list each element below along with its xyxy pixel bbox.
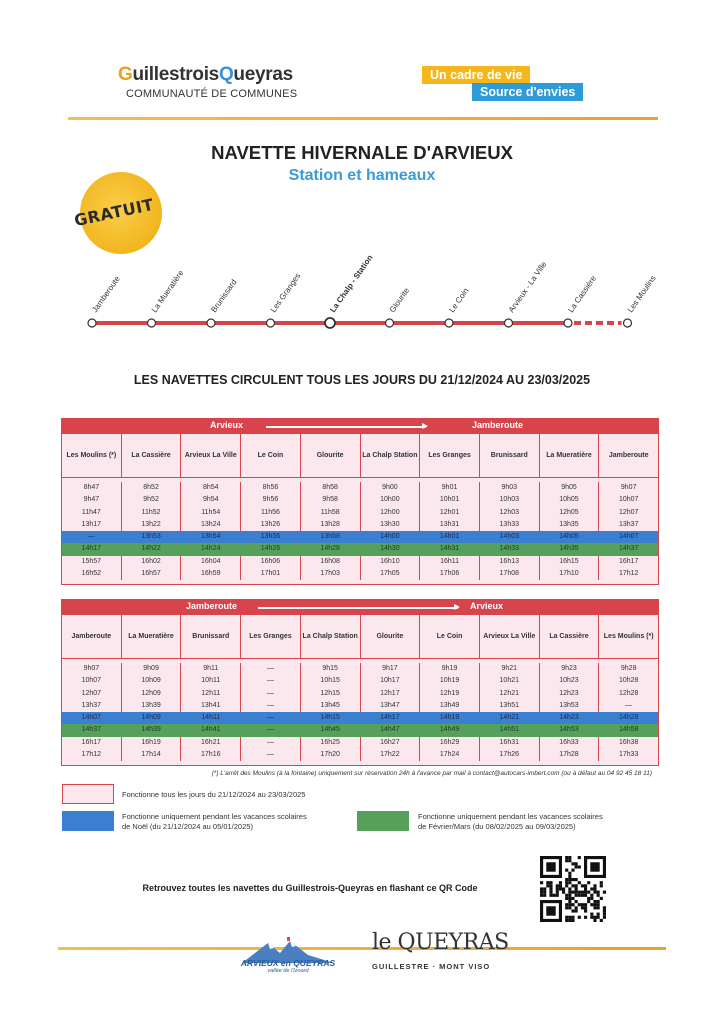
footnote: (*) L'arrêt des Moulins (à la fontaine) uniquement sur réservation 24h à l'avance par mail à contact@autocars-imbert.com (ou à défaut au 04 92 45 18 11) xyxy=(211,770,652,777)
time-cell: 9h07 xyxy=(83,665,100,672)
time-cell: 12h05 xyxy=(539,507,599,519)
route-stop-marker xyxy=(624,319,632,327)
time-cell: 13h54 xyxy=(180,531,240,543)
time-cell: 14h21 xyxy=(479,712,539,724)
time-cell: 8h56 xyxy=(240,482,300,494)
time-cell: 14h49 xyxy=(419,724,479,736)
table-row xyxy=(62,724,658,736)
time-cell: 9h01 xyxy=(419,482,479,494)
time-cell: 12h03 xyxy=(479,507,539,519)
table-row xyxy=(62,482,658,494)
arvieux-logo-subtitle: vallée de l'Izoard xyxy=(267,968,309,974)
time-cell: 13h31 xyxy=(419,519,479,531)
table-row xyxy=(62,749,658,761)
route-stop-marker xyxy=(505,319,513,327)
time-cell: 14h45 xyxy=(300,724,360,736)
time-cell: 16h38 xyxy=(598,737,658,749)
legend-swatch-all-days xyxy=(62,784,114,804)
time-cell: 16h11 xyxy=(419,556,479,568)
column-header: Glourite xyxy=(300,434,360,477)
column-header: Glourite xyxy=(360,615,420,658)
time-cell: — xyxy=(87,533,95,541)
time-cell: — xyxy=(240,712,300,724)
column-header: Les Moulins (*) xyxy=(598,615,658,658)
direction-to: Jamberoute xyxy=(472,420,524,430)
column-header: La Cassière xyxy=(539,615,599,658)
gratuit-badge-label: GRATUIT xyxy=(72,194,156,231)
table-columns xyxy=(62,434,658,478)
queyras-logo: le QUEYRAS xyxy=(372,930,509,955)
page-subtitle: Station et hameaux xyxy=(288,167,436,184)
time-cell: 13h33 xyxy=(479,519,539,531)
time-cell: 12h17 xyxy=(360,688,420,700)
time-cell: 17h20 xyxy=(300,749,360,761)
route-stop-marker xyxy=(445,319,453,327)
time-cell: 13h30 xyxy=(360,519,420,531)
direction-from: Jamberoute xyxy=(186,601,238,611)
time-cell: 11h58 xyxy=(300,507,360,519)
time-cell: 14h53 xyxy=(539,724,599,736)
time-cell: 17h03 xyxy=(300,568,360,580)
time-cell: 12h00 xyxy=(360,507,420,519)
time-cell: — xyxy=(240,724,300,736)
column-header: Jamberoute xyxy=(71,632,112,640)
logo-subtitle: COMMUNAUTÉ DE COMMUNES xyxy=(126,88,298,100)
time-cell: 13h51 xyxy=(479,700,539,712)
table-row xyxy=(62,543,658,555)
route-stop-label: Les Granges xyxy=(268,271,303,315)
time-cell: 13h41 xyxy=(180,700,240,712)
time-cell: 14h39 xyxy=(121,724,181,736)
direction-arrow-icon xyxy=(258,607,458,609)
time-cell: 16h21 xyxy=(180,737,240,749)
legend-noel: Fonctionne uniquement pendant les vacances scolaires de Noël (du 21/12/2024 au 05/01/2025) xyxy=(122,812,307,831)
time-cell: 9h54 xyxy=(180,494,240,506)
time-cell: 9h23 xyxy=(539,663,599,675)
route-stop-marker xyxy=(267,319,275,327)
time-cell: 8h54 xyxy=(180,482,240,494)
time-cell: 16h57 xyxy=(121,568,181,580)
time-cell: 13h22 xyxy=(121,519,181,531)
column-header: Jamberoute xyxy=(598,434,658,477)
route-stop-label: Glourite xyxy=(387,286,412,315)
table-columns xyxy=(62,615,658,659)
route-stop-label: Brunissard xyxy=(209,277,239,315)
time-cell: 14h37 xyxy=(81,726,102,734)
queyras-logo-subtitle: GUILLESTRE · MONT VISO xyxy=(372,962,491,971)
time-cell: 17h16 xyxy=(180,749,240,761)
route-diagram xyxy=(0,0,724,360)
time-cell: 16h10 xyxy=(360,556,420,568)
legend-fevrier: Fonctionne uniquement pendant les vacances scolaires de Février/Mars (du 08/02/2025 au 09/03/2025) xyxy=(418,812,603,831)
time-cell: 13h47 xyxy=(360,700,420,712)
route-stop-label: Les Moulins xyxy=(625,274,658,315)
time-cell: 14h01 xyxy=(419,531,479,543)
time-cell: 16h06 xyxy=(240,556,300,568)
time-cell: 13h45 xyxy=(300,700,360,712)
column-header: La Mueratière xyxy=(539,434,599,477)
column-header: Brunissard xyxy=(180,615,240,658)
time-cell: — xyxy=(240,663,300,675)
table-body xyxy=(62,659,658,765)
time-cell: 17h14 xyxy=(121,749,181,761)
time-cell: 14h33 xyxy=(479,543,539,555)
time-cell: 12h28 xyxy=(598,688,658,700)
time-cell: 11h52 xyxy=(121,507,181,519)
column-header: Brunissard xyxy=(479,434,539,477)
qr-instructions: Retrouvez toutes les navettes du Guillestrois-Queyras en flashant ce QR Code xyxy=(142,883,478,893)
column-header: Arvieux La Ville xyxy=(180,434,240,477)
legend-swatch-fevrier xyxy=(357,811,409,831)
route-stop-marker xyxy=(88,319,96,327)
time-cell: — xyxy=(598,700,658,712)
route-stop-marker xyxy=(148,319,156,327)
table-row xyxy=(62,675,658,687)
time-cell: 14h17 xyxy=(81,545,102,553)
column-header: Arvieux La Ville xyxy=(479,615,539,658)
time-cell: 14h11 xyxy=(180,712,240,724)
time-cell: 9h17 xyxy=(360,663,420,675)
time-cell: 14h31 xyxy=(419,543,479,555)
table-row xyxy=(62,663,658,675)
time-cell: 10h19 xyxy=(419,675,479,687)
time-cell: 16h25 xyxy=(300,737,360,749)
time-cell: — xyxy=(240,737,300,749)
time-cell: 14h58 xyxy=(598,724,658,736)
time-cell: 11h47 xyxy=(81,508,101,516)
bottom-divider xyxy=(58,947,666,950)
route-stop-label: Le Coin xyxy=(447,286,471,315)
time-cell: 14h28 xyxy=(598,712,658,724)
time-cell: 8h58 xyxy=(300,482,360,494)
column-header: Les Moulins (*) xyxy=(66,451,117,459)
time-cell: 12h07 xyxy=(598,507,658,519)
time-cell: 9h28 xyxy=(598,663,658,675)
time-cell: 13h56 xyxy=(240,531,300,543)
time-cell: 16h52 xyxy=(81,570,102,578)
table-row xyxy=(62,519,658,531)
time-cell: 13h24 xyxy=(180,519,240,531)
route-stop-label: La Mueratière xyxy=(149,268,186,315)
time-cell: 16h17 xyxy=(598,556,658,568)
time-cell: 10h00 xyxy=(360,494,420,506)
time-cell: 14h35 xyxy=(539,543,599,555)
route-stop-marker xyxy=(207,319,215,327)
direction-arrow-icon xyxy=(266,426,426,428)
qr-code-icon[interactable] xyxy=(540,856,606,922)
time-cell: 17h05 xyxy=(360,568,420,580)
time-cell: 10h21 xyxy=(479,675,539,687)
time-cell: 16h04 xyxy=(180,556,240,568)
time-cell: 14h17 xyxy=(360,712,420,724)
time-cell: 9h11 xyxy=(180,663,240,675)
time-cell: 13h35 xyxy=(539,519,599,531)
time-cell: 13h37 xyxy=(81,701,102,709)
time-cell: 14h15 xyxy=(300,712,360,724)
route-stop-label: Jamberoute xyxy=(90,274,122,315)
route-stop-label: La Cassière xyxy=(566,274,599,315)
route-stop-marker xyxy=(386,319,394,327)
time-cell: 8h47 xyxy=(83,484,100,491)
time-cell: 13h37 xyxy=(598,519,658,531)
time-cell: 9h56 xyxy=(240,494,300,506)
timetable-arvieux-jamberoute xyxy=(61,418,659,585)
time-cell: 12h01 xyxy=(419,507,479,519)
time-cell: 14h47 xyxy=(360,724,420,736)
time-cell: 9h58 xyxy=(300,494,360,506)
time-cell: 12h07 xyxy=(81,689,102,697)
time-cell: 9h19 xyxy=(419,663,479,675)
time-cell: 9h00 xyxy=(360,482,420,494)
time-cell: 10h15 xyxy=(300,675,360,687)
time-cell: 14h09 xyxy=(121,712,181,724)
time-cell: 14h07 xyxy=(81,714,102,722)
time-cell: 12h11 xyxy=(180,688,240,700)
time-cell: 17h24 xyxy=(419,749,479,761)
column-header: Les Granges xyxy=(419,434,479,477)
time-cell: 17h26 xyxy=(479,749,539,761)
time-cell: 13h17 xyxy=(81,520,102,528)
time-cell: 10h01 xyxy=(419,494,479,506)
route-stop-marker xyxy=(564,319,572,327)
page-title: NAVETTE HIVERNALE D'ARVIEUX xyxy=(211,142,513,163)
table-row xyxy=(62,688,658,700)
time-cell: 9h09 xyxy=(121,663,181,675)
column-header: La Mueratière xyxy=(121,615,181,658)
time-cell: 17h12 xyxy=(598,568,658,580)
time-cell: — xyxy=(240,749,300,761)
guillestrois-queyras-logo: GuillestroisQueyras xyxy=(118,64,293,85)
table-row xyxy=(62,531,658,543)
time-cell: 9h52 xyxy=(121,494,181,506)
time-cell: 9h15 xyxy=(300,663,360,675)
time-cell: 16h13 xyxy=(479,556,539,568)
direction-to: Arvieux xyxy=(470,601,504,611)
time-cell: 10h07 xyxy=(598,494,658,506)
time-cell: 17h22 xyxy=(360,749,420,761)
time-cell: 9h03 xyxy=(479,482,539,494)
tagline-2: Source d'envies xyxy=(472,83,583,101)
column-header: La Cassière xyxy=(121,434,181,477)
circulation-dates: LES NAVETTES CIRCULENT TOUS LES JOURS DU 21/12/2024 AU 23/03/2025 xyxy=(133,373,591,387)
time-cell: 9h47 xyxy=(83,496,100,504)
time-cell: 14h22 xyxy=(121,543,181,555)
time-cell: 13h58 xyxy=(300,531,360,543)
time-cell: 16h15 xyxy=(539,556,599,568)
time-cell: 16h33 xyxy=(539,737,599,749)
time-cell: 16h08 xyxy=(300,556,360,568)
time-cell: 14h19 xyxy=(419,712,479,724)
time-cell: 17h06 xyxy=(419,568,479,580)
time-cell: 14h07 xyxy=(598,531,658,543)
time-cell: 10h05 xyxy=(539,494,599,506)
table-row xyxy=(62,568,658,580)
timetable-jamberoute-arvieux xyxy=(61,599,659,766)
column-header: La Chalp Station xyxy=(360,434,420,477)
time-cell: 17h12 xyxy=(81,751,102,759)
tagline-1: Un cadre de vie xyxy=(422,66,530,84)
time-cell: 17h10 xyxy=(539,568,599,580)
column-header: Le Coin xyxy=(419,615,479,658)
time-cell: — xyxy=(240,700,300,712)
time-cell: 12h21 xyxy=(479,688,539,700)
time-cell: 10h09 xyxy=(121,675,181,687)
time-cell: 12h09 xyxy=(121,688,181,700)
time-cell: 14h37 xyxy=(598,543,658,555)
time-cell: 13h49 xyxy=(419,700,479,712)
time-cell: 12h15 xyxy=(300,688,360,700)
table-row xyxy=(62,556,658,568)
time-cell: 10h23 xyxy=(539,675,599,687)
table-row xyxy=(62,700,658,712)
time-cell: 14h30 xyxy=(360,543,420,555)
time-cell: 11h56 xyxy=(240,507,300,519)
time-cell: 10h28 xyxy=(598,675,658,687)
time-cell: 13h53 xyxy=(121,531,181,543)
time-cell: 9h07 xyxy=(598,482,658,494)
arvieux-logo-text: ARVIEUX en QUEYRAS xyxy=(240,958,336,968)
time-cell: 13h26 xyxy=(240,519,300,531)
time-cell: 14h26 xyxy=(240,543,300,555)
legend-all-days: Fonctionne tous les jours du 21/12/2024 au 23/03/2025 xyxy=(122,790,306,799)
time-cell: 16h19 xyxy=(121,737,181,749)
time-cell: 17h01 xyxy=(240,568,300,580)
time-cell: 17h28 xyxy=(539,749,599,761)
time-cell: 14h28 xyxy=(300,543,360,555)
time-cell: 16h29 xyxy=(419,737,479,749)
time-cell: 16h17 xyxy=(81,738,102,746)
time-cell: 8h52 xyxy=(121,482,181,494)
route-stop-marker xyxy=(325,318,335,328)
time-cell: 10h03 xyxy=(479,494,539,506)
route-stop-label: La Chalp - Station xyxy=(328,253,375,315)
time-cell: 9h05 xyxy=(539,482,599,494)
time-cell: 16h27 xyxy=(360,737,420,749)
column-header: La Chalp Station xyxy=(300,615,360,658)
time-cell: 13h39 xyxy=(121,700,181,712)
time-cell: 14h41 xyxy=(180,724,240,736)
time-cell: 10h07 xyxy=(81,677,102,685)
time-cell: 14h23 xyxy=(539,712,599,724)
time-cell: 16h31 xyxy=(479,737,539,749)
table-row xyxy=(62,494,658,506)
table-row xyxy=(62,507,658,519)
time-cell: 10h17 xyxy=(360,675,420,687)
time-cell: — xyxy=(240,675,300,687)
route-stop-label: Arvieux - La Ville xyxy=(506,259,549,315)
time-cell: 10h11 xyxy=(180,675,240,687)
time-cell: 15h57 xyxy=(81,557,102,565)
time-cell: 14h24 xyxy=(180,543,240,555)
table-row xyxy=(62,712,658,724)
time-cell: 11h54 xyxy=(180,507,240,519)
time-cell: 16h59 xyxy=(180,568,240,580)
table-direction-header xyxy=(62,600,658,615)
table-direction-header xyxy=(62,419,658,434)
time-cell: 9h21 xyxy=(479,663,539,675)
time-cell: 16h02 xyxy=(121,556,181,568)
time-cell: 17h08 xyxy=(479,568,539,580)
time-cell: 14h51 xyxy=(479,724,539,736)
legend-swatch-noel xyxy=(62,811,114,831)
column-header: Le Coin xyxy=(240,434,300,477)
time-cell: — xyxy=(240,688,300,700)
time-cell: 14h05 xyxy=(539,531,599,543)
time-cell: 17h33 xyxy=(598,749,658,761)
time-cell: 12h19 xyxy=(419,688,479,700)
time-cell: 13h53 xyxy=(539,700,599,712)
direction-from: Arvieux xyxy=(210,420,244,430)
time-cell: 14h00 xyxy=(360,531,420,543)
table-row xyxy=(62,737,658,749)
time-cell: 14h03 xyxy=(479,531,539,543)
time-cell: 12h23 xyxy=(539,688,599,700)
time-cell: 13h28 xyxy=(300,519,360,531)
column-header: Les Granges xyxy=(240,615,300,658)
table-body xyxy=(62,478,658,584)
